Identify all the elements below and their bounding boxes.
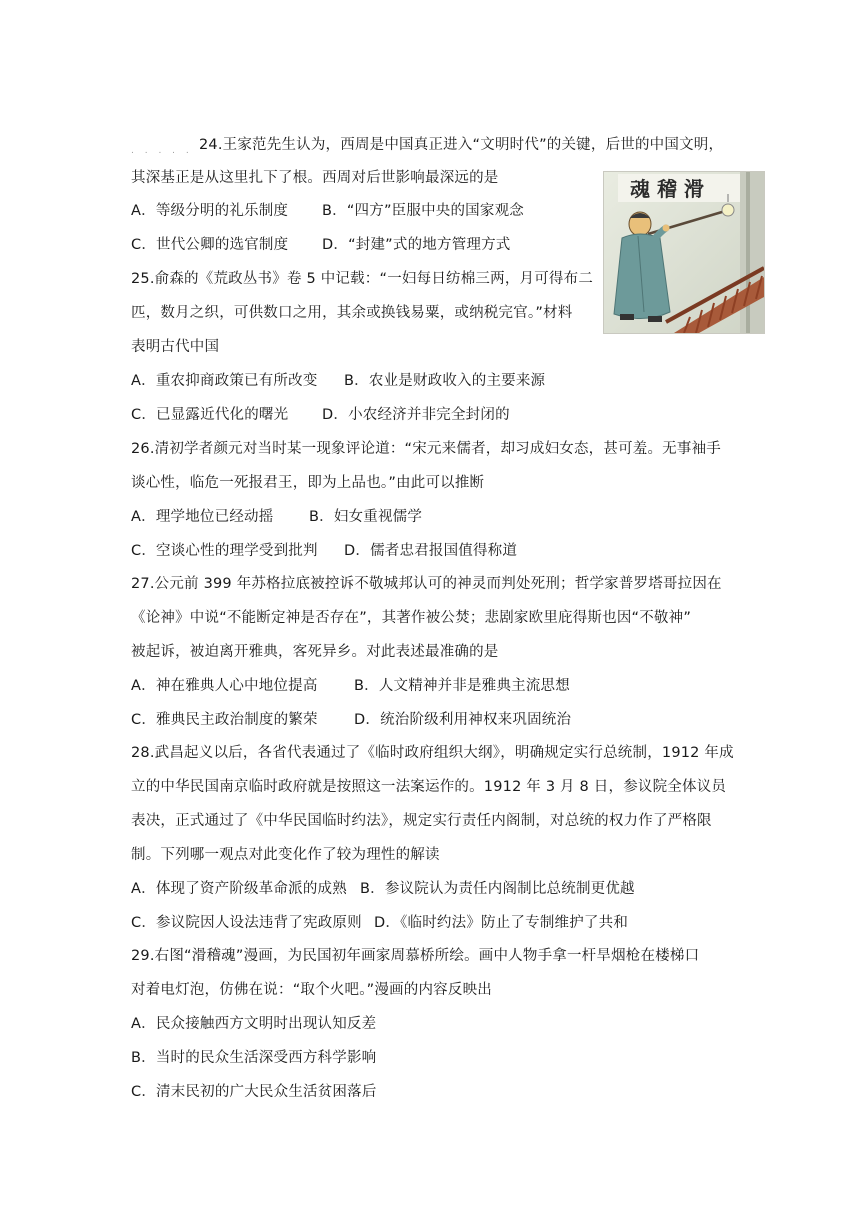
q27-option-c: C．雅典民主政治制度的繁荣 — [131, 712, 318, 728]
cartoon-image — [603, 171, 765, 334]
q25-stem-line1: 25.俞森的《荒政丛书》卷 5 中记载：“一妇每日纺棉三两，月可得布二 — [131, 271, 594, 287]
q24-stem-line2: 其深基正是从这里扎下了根。西周对后世影响最深远的是 — [131, 170, 499, 186]
q28-option-c: C．参议院因人设法违背了宪政原则 — [131, 915, 362, 931]
q28-stem-line3: 表决，正式通过了《中华民国临时约法》，规定实行责任内阁制，对总统的权力作了严格限 — [131, 813, 712, 829]
q26-option-d: D．儒者忠君报国值得称道 — [344, 543, 518, 559]
margin-dots: . . . . . — [131, 146, 193, 156]
q25-stem-line3: 表明古代中国 — [131, 339, 220, 355]
q29-option-c: C．清末民初的广大民众生活贫困落后 — [131, 1084, 377, 1100]
q29-stem-line1: 29.右图“滑稽魂”漫画，为民国初年画家周慕桥所绘。画中人物手拿一杆旱烟枪在楼梯口 — [131, 948, 700, 964]
q26-option-c: C．空谈心性的理学受到批判 — [131, 543, 318, 559]
q27-option-d: D．统治阶级利用神权来巩固统治 — [354, 712, 572, 728]
q26-option-a: A．理学地位已经动摇 — [131, 509, 274, 525]
q24-stem-line1: 24.王家范先生认为，西周是中国真正进入“文明时代”的关键，后世的中国文明， — [199, 137, 724, 153]
q27-stem-line3: 被起诉，被迫离开雅典，客死异乡。对此表述最准确的是 — [131, 644, 499, 660]
q25-stem-line2: 匹，数月之织，可供数口之用，其余或换钱易粟，或纳税完官。”材料 — [131, 305, 573, 321]
q28-stem-line1: 28.武昌起义以后，各省代表通过了《临时政府组织大纲》，明确规定实行总统制，1912 年成 — [131, 745, 734, 761]
q28-stem-line4: 制。下列哪一观点对此变化作了较为理性的解读 — [131, 847, 440, 863]
cartoon-illustration — [604, 172, 764, 333]
q28-option-b: B．参议院认为责任内阁制比总统制更优越 — [360, 881, 635, 897]
q25-option-a: A．重农抑商政策已有所改变 — [131, 373, 318, 389]
q25-option-d: D．小农经济并非完全封闭的 — [322, 407, 510, 423]
q28-option-d: D．《临时约法》防止了专制维护了共和 — [374, 915, 629, 931]
q26-stem-line1: 26.清初学者颜元对当时某一现象评论道：“宋元来儒者，却习成妇女态，甚可羞。无事袖手 — [131, 441, 721, 457]
q24-option-c: C．世代公卿的选官制度 — [131, 237, 289, 253]
q29-option-a: A．民众接触西方文明时出现认知反差 — [131, 1016, 377, 1032]
q29-stem-line2: 对着电灯泡，仿佛在说：“取个火吧。”漫画的内容反映出 — [131, 982, 492, 998]
q24-option-a: A．等级分明的礼乐制度 — [131, 203, 289, 219]
q28-stem-line2: 立的中华民国南京临时政府就是按照这一法案运作的。1912 年 3 月 8 日，参议院全体议员 — [131, 779, 727, 795]
q26-stem-line2: 谈心性，临危一死报君王，即为上品也。”由此可以推断 — [131, 475, 485, 491]
q27-stem-line1: 27.公元前 399 年苏格拉底被控诉不敬城邦认可的神灵而判处死刑；哲学家普罗塔哥拉因在 — [131, 576, 722, 592]
q24-option-d: D．“封建”式的地方管理方式 — [322, 237, 511, 253]
q26-option-b: B．妇女重视儒学 — [309, 509, 423, 525]
cartoon-title: 魂 稽 滑 — [630, 177, 704, 201]
q25-option-c: C．已显露近代化的曙光 — [131, 407, 289, 423]
q29-option-b: B．当时的民众生活深受西方科学影响 — [131, 1050, 377, 1066]
q28-option-a: A．体现了资产阶级革命派的成熟 — [131, 881, 347, 897]
q27-option-a: A．神在雅典人心中地位提高 — [131, 678, 318, 694]
q25-option-b: B．农业是财政收入的主要来源 — [344, 373, 546, 389]
q27-stem-line2: 《论神》中说“不能断定神是否存在”，其著作被公焚；悲剧家欧里庇得斯也因“不敬神” — [131, 610, 692, 626]
q27-option-b: B．人文精神并非是雅典主流思想 — [354, 678, 570, 694]
q24-option-b: B．“四方”臣服中央的国家观念 — [322, 203, 524, 219]
